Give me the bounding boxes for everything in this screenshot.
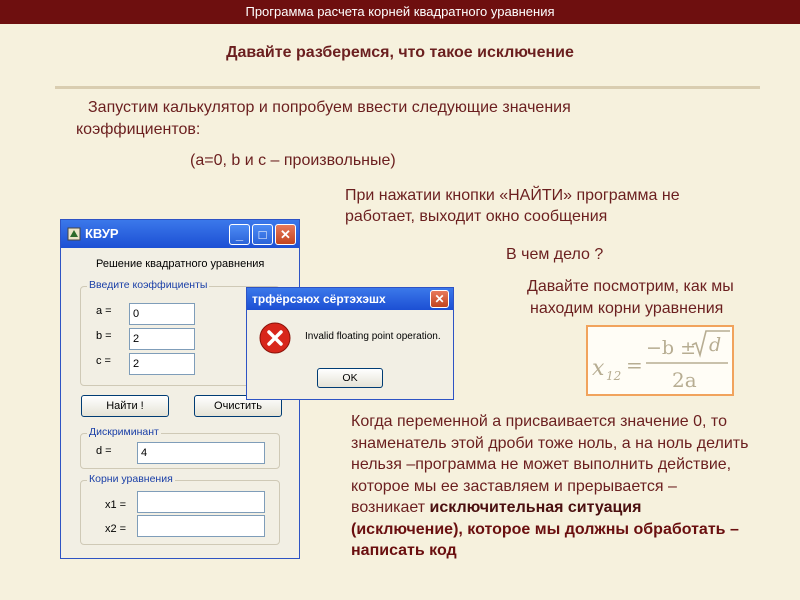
close-icon: ✕ [434, 292, 445, 306]
question-text: В чем дело ? [506, 246, 604, 263]
formula-equals: = [626, 353, 643, 377]
error-icon [259, 322, 291, 354]
coefficients-group-label: Введите коэффициенты [89, 279, 208, 291]
x2-output[interactable] [137, 515, 265, 537]
c-label: c = [96, 355, 111, 367]
a-label: a = [96, 305, 112, 317]
b-input[interactable]: 2 [129, 328, 195, 350]
c-input[interactable]: 2 [129, 353, 195, 375]
x2-label: x2 = [105, 523, 127, 535]
formula-x: x [592, 356, 605, 381]
formula-denominator: 2a [672, 368, 697, 392]
maximize-icon: □ [258, 227, 267, 242]
find-button[interactable]: Найти ! [81, 395, 169, 417]
problem-line-1: При нажатии кнопки «НАЙТИ» программа не [345, 187, 680, 204]
error-dialog-titlebar[interactable] [247, 288, 453, 310]
discriminant-group-label: Дискриминант [89, 426, 159, 438]
d-output[interactable]: 4 [137, 442, 265, 464]
heading-divider [55, 86, 760, 89]
slide-header-bar [0, 0, 800, 24]
maximize-button[interactable] [252, 224, 273, 245]
close-icon: ✕ [280, 227, 291, 242]
window-titlebar[interactable] [61, 220, 299, 248]
look-line-2: находим корни уравнения [530, 300, 724, 317]
explanation-text: Когда переменной a присваивается значение 0, то знаменатель этой дроби тоже ноль, а на ноль делить нельзя –программа не может выполнить действие, которое мы ее заставляем и прерывается – возникает [351, 413, 749, 516]
formula-graphic [588, 327, 732, 394]
formula-subscript: 12 [606, 369, 622, 383]
discriminant-group [80, 426, 280, 469]
x1-label: x1 = [105, 499, 127, 511]
x1-output[interactable] [137, 491, 265, 513]
slide-header-title: Программа расчета корней квадратного уравнения [245, 4, 555, 19]
values-note: (a=0, b и c – произвольные) [190, 152, 396, 169]
error-dialog-close-button[interactable] [430, 290, 449, 308]
explanation-paragraph [351, 411, 751, 562]
form-heading: Решение квадратного уравнения [96, 258, 265, 270]
error-dialog-title: трфёрсэюх сёртэхэшх [252, 292, 386, 306]
b-label: b = [96, 330, 112, 342]
error-message: Invalid floating point operation. [305, 331, 441, 342]
window-title: КВУР [85, 226, 119, 241]
quadratic-formula [586, 325, 734, 396]
roots-group [80, 473, 280, 545]
formula-minus-b: −b ± [646, 337, 697, 359]
close-button[interactable] [275, 224, 296, 245]
explanation-ending: (исключение), которое мы должны обработать – написать код [351, 520, 739, 559]
error-dialog [246, 287, 454, 400]
exception-term: исключительная ситуация [429, 499, 642, 516]
roots-group-label: Корни уравнения [89, 473, 173, 485]
problem-line-2: работает, выходит окно сообщения [345, 208, 608, 225]
slide-heading: Давайте разберемся, что такое исключение [226, 44, 574, 61]
look-line-1: Давайте посмотрим, как мы [527, 278, 734, 295]
minimize-icon: _ [235, 227, 244, 242]
formula-d: d [709, 334, 722, 356]
d-label: d = [96, 445, 112, 457]
minimize-button[interactable] [229, 224, 250, 245]
intro-line-1: Запустим калькулятор и попробуем ввести следующие значения [88, 99, 571, 116]
clear-button[interactable]: Очистить [194, 395, 282, 417]
intro-line-2: коэффициентов: [76, 121, 201, 138]
a-input[interactable]: 0 [129, 303, 195, 325]
ok-button[interactable]: OK [317, 368, 383, 388]
app-icon [67, 227, 81, 241]
